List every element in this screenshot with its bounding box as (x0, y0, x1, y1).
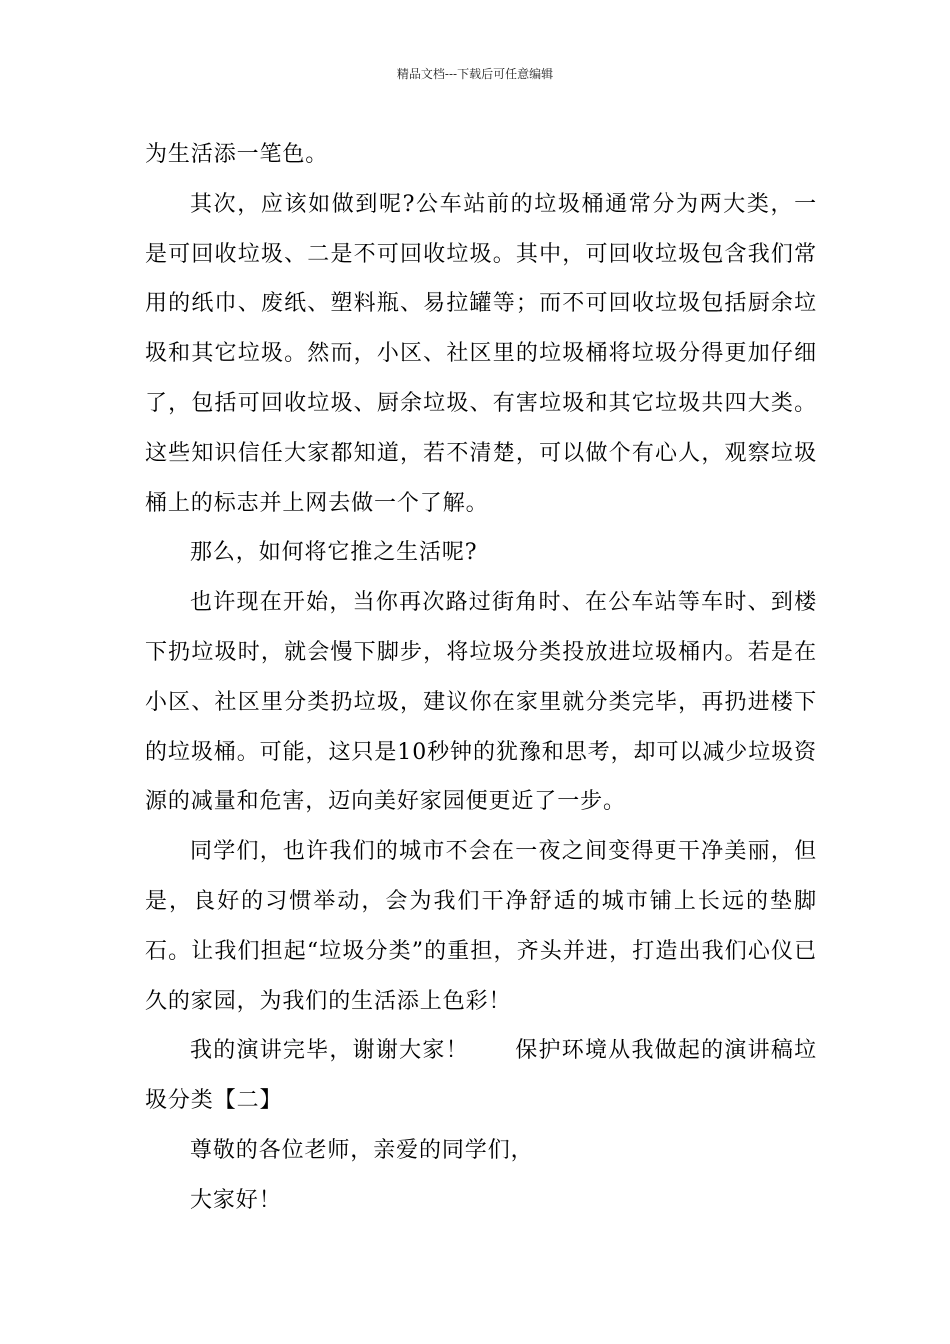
document-body (145, 130, 817, 1226)
paragraph: 大家好！ (190, 1187, 282, 1213)
paragraph: 我的演讲完毕，谢谢大家！ 保护环境从我做起的演讲稿垃圾分类【二】 (145, 1038, 817, 1114)
paragraph: 那么，如何将它推之生活呢? (190, 540, 478, 566)
paragraph: 其次，应该如做到呢?公车站前的垃圾桶通常分为两大类，一是可回收垃圾、二是不可回收垃圾。其中，可回收垃圾包含我们常用的纸巾、废纸、塑料瓶、易拉罐等；而不可回收垃圾包括厨余垃圾和其它垃圾。然而，小区、社区里的垃圾桶将垃圾分得更加仔细了，包括可回收垃圾、厨余垃圾、有害垃圾和其它垃圾共四大类。这些知识信任大家都知道，若不清楚，可以做个有心人，观察垃圾桶上的标志并上网去做一个了解。 (145, 191, 817, 516)
paragraph: 也许现在开始，当你再次路过街角时、在公车站等车时、到楼下扔垃圾时，就会慢下脚步，将垃圾分类投放进垃圾桶内。若是在小区、社区里分类扔垃圾，建议你在家里就分类完毕，再扔进楼下的垃圾桶。可能，这只是10秒钟的犹豫和思考，却可以减少垃圾资源的减量和危害，迈向美好家园便更近了一步。 (145, 590, 817, 815)
paragraph: 尊敬的各位老师，亲爱的同学们， (190, 1137, 534, 1163)
page-header: 精品文档---下载后可任意编辑 (396, 67, 554, 81)
paragraph: 为生活添一笔色。 (145, 142, 329, 167)
paragraph: 同学们，也许我们的城市不会在一夜之间变得更干净美丽，但是，良好的习惯举动，会为我们干净舒适的城市铺上长远的垫脚石。让我们担起“垃圾分类”的重担，齐头并进，打造出我们心仪已久的家园，为我们的生活添上色彩！ (145, 839, 817, 1014)
